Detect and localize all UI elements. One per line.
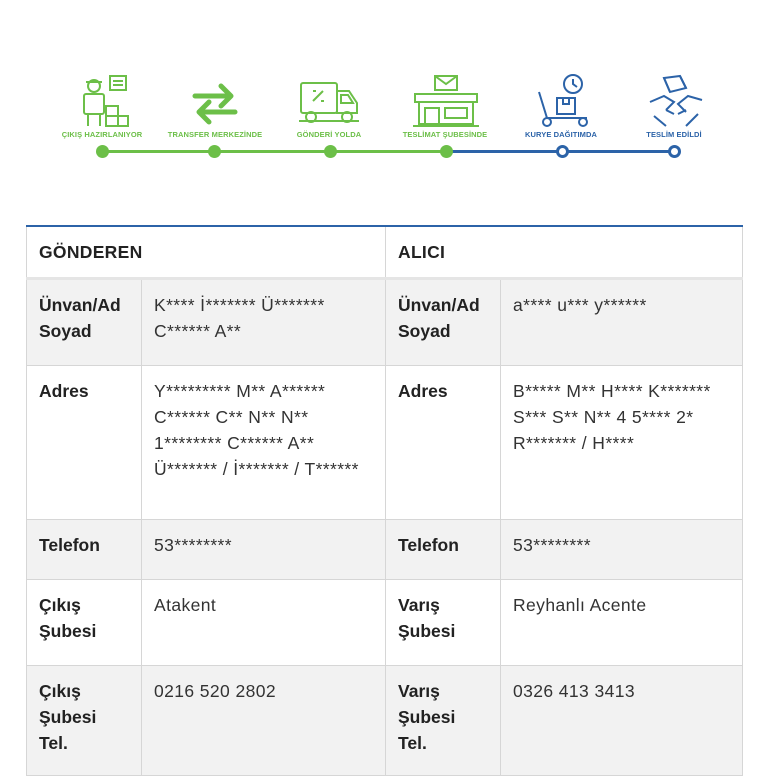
transfer-arrows-icon [189,82,241,126]
sender-name-key: Ünvan/Ad Soyad [27,279,142,366]
sender-phone-value: 53******** [142,520,386,580]
progress-dot-4 [440,145,453,158]
arrival-branch-phone-value: 0326 413 3413 [501,666,743,776]
hands-package-icon [646,72,706,130]
step-label: TRANSFER MERKEZİNDE [167,130,263,139]
hand-truck-clock-icon [533,72,593,130]
shipment-progress-tracker [0,0,768,180]
receiver-address-value: B***** M** H**** K******* S*** S** N** 4 5**** 2* R******* / H**** [501,366,743,520]
table-row-name [27,279,743,366]
progress-dot-5 [556,145,569,158]
arrival-branch-value: Reyhanlı Acente [501,580,743,666]
progress-dot-6 [668,145,681,158]
departure-branch-phone-value: 0216 520 2802 [142,666,386,776]
departure-branch-phone-key: Çıkış Şubesi Tel. [27,666,142,776]
receiver-name-key: Ünvan/Ad Soyad [386,279,501,366]
table-row-branch-phone [27,666,743,776]
receiver-name-value: a**** u*** y****** [501,279,743,366]
sender-name-value: K**** İ******* Ü******* C****** A** [142,279,386,366]
sender-address-key: Adres [27,366,142,520]
receiver-header: ALICI [386,226,743,279]
table-row-branch [27,580,743,666]
step-label: TESLİM EDİLDİ [646,130,702,139]
arrival-branch-phone-key: Varış Şubesi Tel. [386,666,501,776]
receiver-phone-value: 53******** [501,520,743,580]
progress-dot-2 [208,145,221,158]
shipment-info-table [26,225,743,776]
departure-branch-value: Atakent [142,580,386,666]
progress-dot-3 [324,145,337,158]
step-label: KURYE DAĞITIMDA [524,130,598,139]
branch-store-icon [411,74,481,130]
progress-line-completed [102,150,446,153]
table-header-row [27,226,743,279]
progress-dot-1 [96,145,109,158]
receiver-address-key: Adres [386,366,501,520]
delivery-truck-icon [297,77,361,127]
arrival-branch-key: Varış Şubesi [386,580,501,666]
receiver-phone-key: Telefon [386,520,501,580]
departure-branch-key: Çıkış Şubesi [27,580,142,666]
sender-address-value: Y********* M** A****** C****** C** N** N** 1******** C****** A** Ü******* / İ******* / T****** [142,366,386,520]
step-label: TESLİMAT ŞUBESİNDE [402,130,488,139]
step-label: GÖNDERİ YOLDA [296,130,362,139]
table-row-phone [27,520,743,580]
sender-header: GÖNDEREN [27,226,386,279]
step-label: ÇIKIŞ HAZIRLANIYOR [61,130,143,139]
sender-phone-key: Telefon [27,520,142,580]
package-worker-icon [74,72,134,132]
table-row-address [27,366,743,520]
